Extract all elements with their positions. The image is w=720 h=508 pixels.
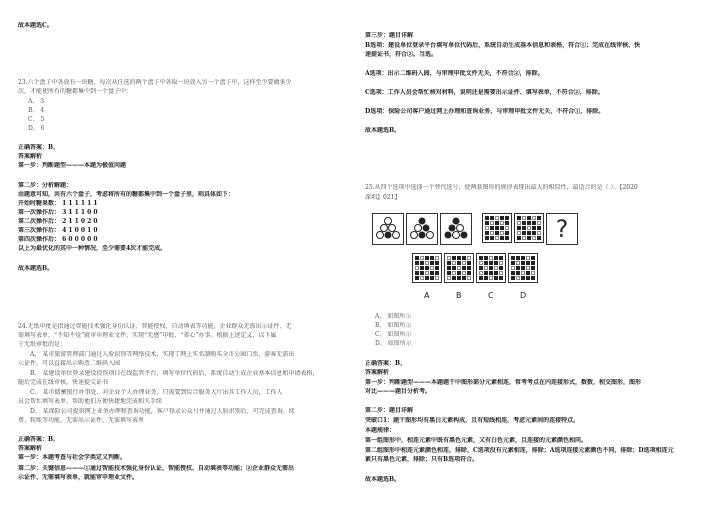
option-a-figure (412, 253, 442, 283)
q23-stem-line2: 次，才能使所有的糖都集中到一个盘子中： (18, 88, 133, 95)
option-c-label: C (488, 291, 494, 300)
option-b-figure (444, 253, 474, 283)
q24-stem-line2: 需填写表单，“不知不觉”就审申理业文件，实现“无感”申批，“省心”办事。根据上述定义，以下属 (18, 332, 277, 339)
q25-rule-line3: 素只有黑色元素，排除；只有B选项符合。 (365, 456, 479, 463)
q24-choice-a-cont: 示证件，可以直接出示购票二维码入园 (18, 360, 121, 367)
q24-option-b-line1: B选项：建设单位登录平台填写单位代码后，系统自动生成基本信息和表格，符合①；完成在线审核、快 (365, 42, 641, 49)
q23-choice-c: C、 5 (28, 116, 45, 123)
q25-step2: 第二步：题目详解 (365, 407, 414, 414)
triangle-figure (372, 213, 404, 245)
q23-analysis-line: 第四次操作后： 6 0 0 0 0 0 (18, 236, 98, 243)
q24-stem-line3: 于无纸审批的是： (18, 341, 67, 348)
q23-choice-b: B、 4 (28, 107, 45, 114)
q24-explanation-heading: 答案解析 (18, 445, 43, 452)
q24-choice-a: A、 某市旅游管理部门通过人脸识别等网络技术，实现了网上实名制购买全市公园门票，游客无需出 (30, 351, 295, 358)
q25-step1-line1: 第一步：判断题型———本题题干中图形部分元素相连，常考考点在内连接形式，数数，相交图形，图形 (365, 379, 642, 386)
q23-analysis-line: 开始时糖果数： 1 1 1 1 1 1 (18, 200, 98, 207)
q24-option-b-line2: 速提证书，符合②。当选。 (365, 51, 438, 58)
q24-choice-b: B、 某建设单位登录建设投资项目在线监管平台，填写单位代码后，系统自动生成企业基本信息和申请表格， (30, 370, 319, 377)
q25-step1-line2: 对比———题目分析考。 (365, 388, 432, 395)
q23-step1: 第一步：判断题型———本题为极值问题 (18, 162, 127, 169)
q24-choice-c-cont: 员会帮忙填写表单，帮助他们方便快捷地完成相关手续 (18, 398, 163, 405)
q24-choice-d-cont: 费、转账等功能，无需出示证件、无需填写表单 (18, 417, 145, 424)
q23-final-answer: 故本题选B。 (18, 265, 54, 272)
triangle-figure (440, 213, 472, 245)
option-b-label: B (456, 291, 462, 300)
q25-choice-c: C、 如图所示 (375, 331, 412, 338)
triangle-figure (406, 213, 438, 245)
question-mark-box (546, 213, 578, 245)
q25-correct-answer: 正确答案：B， (365, 360, 407, 367)
q24-correct-answer: 正确答案：B， (18, 436, 60, 443)
option-c-figure (476, 253, 506, 283)
q24-choice-d: D、 某保险公司提供网上业务办理和查询功能，客户登录公众号并通过人脸识别后，可完成查询、续 (30, 408, 295, 415)
q23-analysis-line: 第三次操作后： 4 1 0 0 1 0 (18, 227, 98, 234)
q25-choice-d: D、 如图所示 (375, 340, 412, 347)
q24-stem-line1: 24.无纸申批是指通过智能技术强化身份认证、智能授权、自动填表等功能，企业群众无需出示证件、无 (18, 323, 292, 330)
q25-choice-b: B、 如图所示 (375, 322, 412, 329)
q24-step2-line1: 第二步：关键信息———①通过智能技术强化身份认证、智能授权、自动填表等功能；②企业群众无需出 (18, 465, 295, 472)
q23-explanation-heading: 答案解析 (18, 153, 43, 160)
q24-choice-c: C、 某市储蓄银行办事处，对企业个人办理业务，只需要到综合服务大厅出具工作人员，工作人 (30, 389, 283, 396)
q23-choice-a: A、 3 (28, 98, 45, 105)
q25-option-figures (412, 253, 540, 283)
q23-analysis-line: 第二次操作后： 2 1 1 0 2 0 (18, 218, 98, 225)
q24-final-answer: 故本题选B。 (365, 127, 401, 134)
right-column (365, 0, 703, 508)
q23-stem-line1: 23.六个盘子中各放有一块糖，每次从任选的两个盘子中各取一块放入另一个盘子中，这样至少要做多少 (18, 79, 292, 86)
q24-step3: 第三步：题目详解 (365, 32, 414, 39)
q25-breakthrough: 突破口1：题干图形均有黑白元素构成，且有短线相连，考虑元素间的连接特点。 (365, 417, 580, 424)
question-mark: ? (555, 215, 569, 243)
left-column (18, 0, 356, 508)
q25-explanation-heading: 答案解析 (365, 369, 390, 376)
grid-figure (514, 213, 544, 243)
q24-option-a-explain: A选项：出示二维码入园，与审理申批文件无关，不符合②，排除。 (365, 70, 544, 77)
q23-analysis-line: 以上为最优化的其中一种情况，至少需要4次才能完成。 (18, 245, 167, 252)
q24-option-d-explain: D选项：保险公司客户通过网上办理和查询业务，与审理申批文件无关，不符合①，排除。 (365, 108, 605, 115)
q25-stem-line1: 25.从四个选项中选择一个替代选号，使两套图形的规律表现出最大的相似性，最适合的是（ ）。【2020 (365, 184, 638, 191)
option-d-figure (508, 253, 538, 283)
option-a-label: A (424, 291, 430, 300)
q23-correct-answer: 正确答案：B， (18, 144, 60, 151)
q25-rule-line1: 第一组图形中，相连元素中既有黑色元素，又有白色元素，且连接的元素颜色相同。 (365, 437, 588, 444)
q24-choice-b-cont: 随后完成在线审核，快速提交证书 (18, 379, 109, 386)
q23-analysis-line: 第一次操作后： 3 1 1 1 0 0 (18, 209, 98, 216)
q25-final-answer: 故本题选B。 (365, 476, 401, 483)
q25-stem-line2: 深圳】021】 (365, 194, 401, 201)
q25-question-figures (372, 213, 578, 245)
q25-rule-line2: 第二组图形中相连元素颜色相连，排除，C选项没有元素相连，排除；A选项连接元素颜色不同，排除；D选项相连元 (365, 447, 674, 454)
q24-option-c-explain: C选项：工作人员会帮忙核对材料，说明还是需要出示证件、填写表单，不符合②，排除。 (365, 89, 604, 96)
q23-step2: 第二步：分析解题： (18, 182, 73, 189)
q23-analysis-line: 由题意可知，共有六个盘子，考虑将所有的糖都集中到一个盘子里，则具体如下： (18, 191, 235, 198)
grid-figure (482, 213, 512, 243)
q24-step1: 第一步：本题考查与社会学类定义判断。 (18, 454, 127, 461)
q25-rule-heading: 本题规律： (365, 427, 396, 434)
q24-step2-line2: 示证件、无需填写表单，就能审申理业文件。 (18, 474, 139, 481)
previous-answer: 故本题选C。 (18, 22, 53, 29)
q23-choice-d: D、 6 (28, 125, 45, 132)
q25-choice-a: A、 如图所示 (375, 313, 412, 320)
option-d-label: D (520, 291, 527, 300)
